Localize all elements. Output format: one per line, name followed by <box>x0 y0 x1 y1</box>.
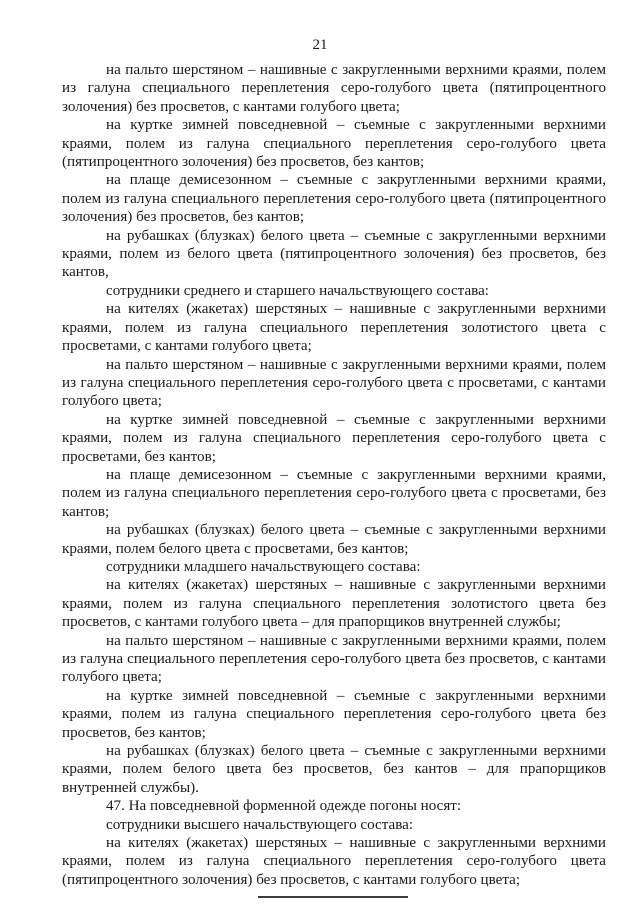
paragraph: на пальто шерстяном – нашивные с закругленными верхними краями, полем из галуна специального переплетения серо-голубого цвета (пятипроцентного золочения) без просветов, с кантами голубого цвета; <box>62 62 606 115</box>
paragraph: на кителях (жакетах) шерстяных – нашивные с закругленными верхними краями, полем из галуна специального переплетения золотистого цвета с просветами, с кантами голубого цвета; <box>62 301 606 355</box>
paragraph: на куртке зимней повседневной – съемные с закругленными верхними краями, полем из галуна специального переплетения серо-голубого цвета без просветов, без кантов; <box>62 687 606 741</box>
paragraph: сотрудники младшего начальствующего состава: <box>106 558 421 575</box>
paragraph: на кителях (жакетах) шерстяных – нашивные с закругленными верхними краями, полем из галуна специального переплетения серо-голубого цвета (пятипроцентного золочения) без просветов, с кантами голубого цвета; <box>62 835 606 888</box>
paragraph: на куртке зимней повседневной – съемные с закругленными верхними краями, полем из галуна специального переплетения серо-голубого цвета с просветами, без кантов; <box>62 411 606 465</box>
paragraph: на пальто шерстяном – нашивные с закругленными верхними краями, полем из галуна специального переплетения серо-голубого цвета без просветов, с кантами голубого цвета; <box>62 632 606 686</box>
paragraph: на куртке зимней повседневной – съемные с закругленными верхними краями, полем из галуна специального переплетения серо-голубого цвета (пятипроцентного золочения) без просветов, без кантов; <box>62 117 606 171</box>
paragraph: 47. На повседневной форменной одежде погоны носят: <box>106 798 462 815</box>
paragraph: сотрудники высшего начальствующего состава: <box>106 816 414 833</box>
paragraph: на пальто шерстяном – нашивные с закругленными верхними краями, полем из галуна специального переплетения серо-голубого цвета с просветами, с кантами голубого цвета; <box>62 356 606 410</box>
document-body <box>62 61 606 889</box>
paragraph: на плаще демисезонном – съемные с закругленными верхними краями, полем из галуна специального переплетения серо-голубого цвета (пятипроцентного золочения) без просветов, без кантов; <box>62 172 606 226</box>
paragraph: на рубашках (блузках) белого цвета – съемные с закругленными верхними краями, полем белого цвета с просветами, без кантов; <box>62 522 606 557</box>
paragraph: на плаще демисезонном – съемные с закругленными верхними краями, полем из галуна специального переплетения серо-голубого цвета с просветами, без кантов; <box>62 466 606 520</box>
paragraph: на рубашках (блузках) белого цвета – съемные с закругленными верхними краями, полем из белого цвета (пятипроцентного золочения) без просветов, без кантов, <box>62 227 606 281</box>
page-number: 21 <box>312 37 328 53</box>
paragraph: сотрудники среднего и старшего начальствующего состава: <box>106 282 489 299</box>
paragraph: на рубашках (блузках) белого цвета – съемные с закругленными верхними краями, полем белого цвета без просветов, без кантов – для прапорщиков внутренней службы). <box>62 743 606 796</box>
scan-edge-line <box>258 896 408 898</box>
paragraph: на кителях (жакетах) шерстяных – нашивные с закругленными верхними краями, полем из галуна специального переплетения золотистого цвета без просветов, с кантами голубого цвета – для прапорщиков внутренней службы; <box>62 577 606 631</box>
